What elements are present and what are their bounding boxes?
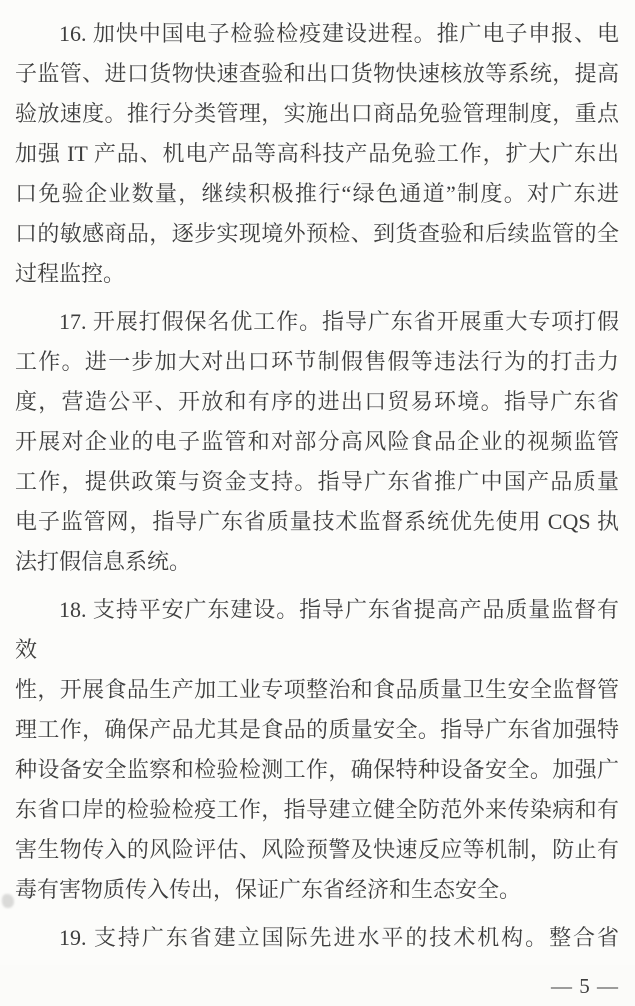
text-line: 17. 开展打假保名优工作。指导广东省开展重大专项打假 xyxy=(59,309,619,334)
paragraph-16 xyxy=(15,14,619,294)
text-line: 工作，提供政策与资金支持。指导广东省推广中国产品质量 xyxy=(15,469,619,494)
text-line: 电子监管网，指导广东省质量技术监督系统优先使用 CQS 执 xyxy=(15,509,619,534)
text-line: 19. 支持广东省建立国际先进水平的技术机构。整合省 xyxy=(59,925,619,950)
text-line: 验放速度。推行分类管理，实施出口商品免验管理制度，重点 xyxy=(15,101,619,126)
paragraph-17 xyxy=(15,302,619,582)
text-line: 过程监控。 xyxy=(15,261,126,286)
text-line: 理工作，确保产品尤其是食品的质量安全。指导广东省加强特 xyxy=(15,717,619,742)
text-line: 口免验企业数量，继续积极推行“绿色通道”制度。对广东进 xyxy=(15,181,619,206)
page-number: — 5 — xyxy=(551,974,619,998)
text-line: 法打假信息系统。 xyxy=(15,549,192,574)
scan-smudge-artifact xyxy=(2,894,14,908)
text-line: 16. 加快中国电子检验检疫建设进程。推广电子申报、电 xyxy=(59,21,619,46)
text-line: 开展对企业的电子监管和对部分高风险食品企业的视频监管 xyxy=(15,429,619,454)
text-line: 种设备安全监察和检验检测工作，确保特种设备安全。加强广 xyxy=(15,757,619,782)
text-line: 加强 IT 产品、机电产品等高科技产品免验工作，扩大广东出 xyxy=(15,141,619,166)
text-line: 东省口岸的检验检疫工作，指导建立健全防范外来传染病和有 xyxy=(15,797,619,822)
text-line: 毒有害物质传入传出，保证广东省经济和生态安全。 xyxy=(15,877,522,902)
text-line: 子监管、进口货物快速查验和出口货物快速核放等系统，提高 xyxy=(15,61,619,86)
text-line: 18. 支持平安广东建设。指导广东省提高产品质量监督有效 xyxy=(15,597,619,662)
text-line: 害生物传入的风险评估、风险预警及快速反应等机制，防止有 xyxy=(15,837,619,862)
text-line: 性，开展食品生产加工业专项整治和食品质量卫生安全监督管 xyxy=(15,677,619,702)
paragraph-19 xyxy=(15,918,619,958)
paragraph-18 xyxy=(15,590,619,910)
text-line: 工作。进一步加大对出口环节制假售假等违法行为的打击力 xyxy=(15,349,619,374)
text-line: 度，营造公平、开放和有序的进出口贸易环境。指导广东省 xyxy=(15,389,619,414)
text-line: 口的敏感商品，逐步实现境外预检、到货查验和后续监管的全 xyxy=(15,221,619,246)
